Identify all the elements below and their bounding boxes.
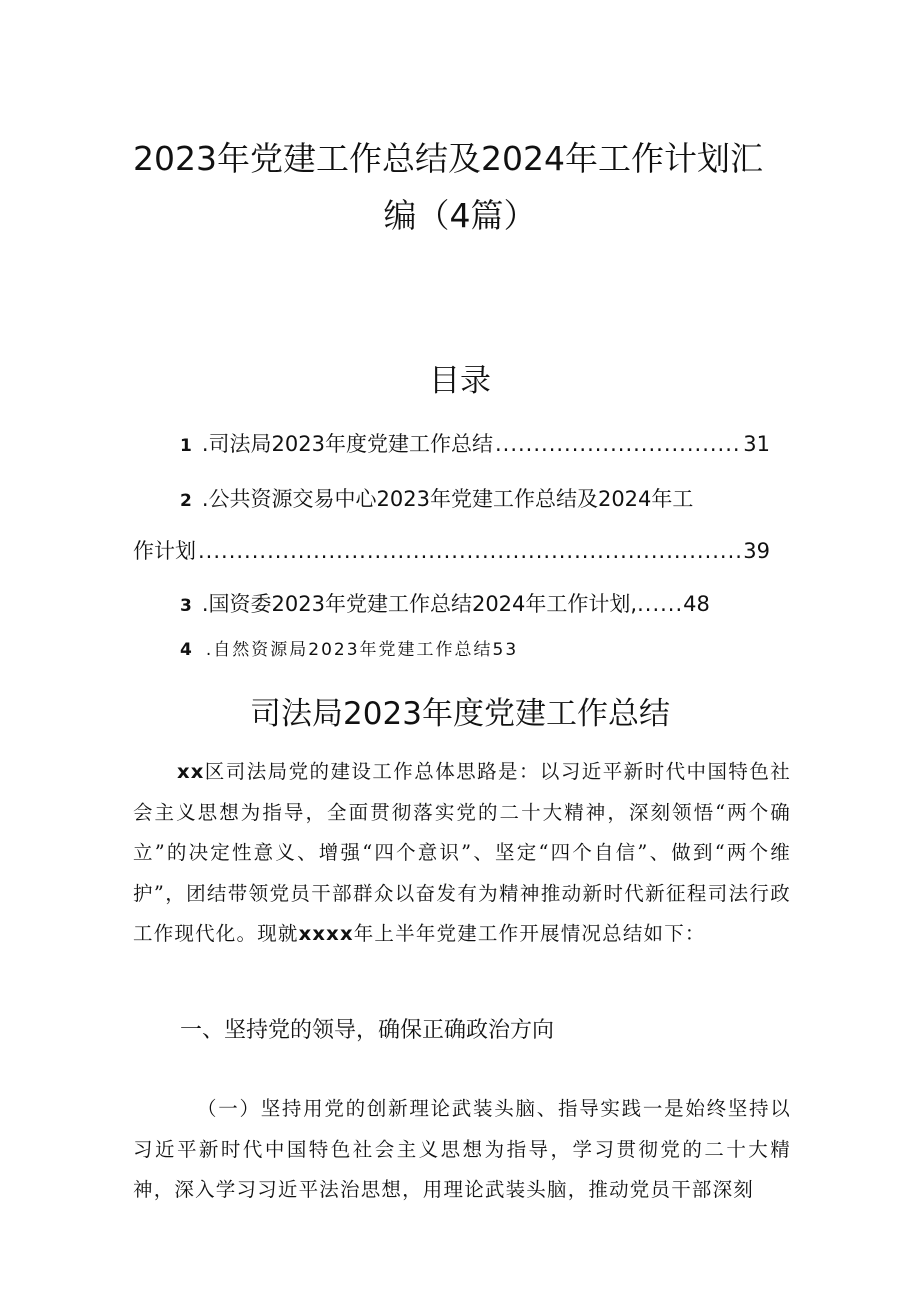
toc-item-page: 31 <box>743 432 770 456</box>
intro-paragraph <box>133 752 791 955</box>
toc-leader-dots <box>495 432 741 456</box>
toc-item-text-continued: 作计划 <box>133 539 196 563</box>
intro-text-a: 区司法局党的建设工作总体思路是：以习近平新时代中国特色社会主义思想为指导，全面贯彻落实党的二十大精神，深刻领悟“两个确立”的决定性意义、增强“四个意识”、坚定“四个自信”、做到“两个维护”，团结带领党员干部群众以奋发有为精神推动新时代新征程司法行政工作现代化。现就 <box>133 760 791 945</box>
section-title: 司法局2023年度党建工作总结 <box>250 696 670 732</box>
body-paragraph-1: （一）坚持用党的创新理论武装头脑、指导实践一是始终坚持以习近平新时代中国特色社会主义思想为指导，学习贯彻党的二十大精神，深入学习习近平法治思想，用理论武装头脑，推动党员干部深刻 <box>133 1097 791 1201</box>
toc-item-text: .公共资源交易中心2023年党建工作总结及2024年工 <box>201 487 694 511</box>
toc-item-1[interactable] <box>180 428 770 458</box>
toc-leader-dots <box>198 539 741 563</box>
toc-item-4[interactable] <box>180 635 780 660</box>
section-heading-1: 一、坚持党的领导，确保正确政治方向 <box>180 1018 555 1043</box>
document-title-line-1: 2023年党建工作总结及2024年工作计划汇 <box>133 139 763 178</box>
toc-item-page: 39 <box>743 539 770 563</box>
toc-item-2[interactable] <box>180 483 780 513</box>
toc-leader-dots: ...... <box>637 592 684 616</box>
toc-item-text: .自然资源局2023年党建工作总结53 <box>205 640 519 660</box>
toc-item-number: 3 <box>180 596 192 616</box>
toc-item-number: 4 <box>180 640 194 660</box>
toc-item-2-continued[interactable] <box>133 535 770 565</box>
intro-prefix: xx <box>177 760 205 783</box>
toc-item-number: 1 <box>180 436 192 456</box>
toc-item-text: .司法局2023年度党建工作总结 <box>201 432 493 456</box>
intro-year: xxxx <box>298 922 354 945</box>
toc-item-3[interactable] <box>180 588 780 618</box>
document-title-line-2: 编（4篇） <box>383 196 537 235</box>
toc-item-number: 2 <box>180 491 192 511</box>
toc-heading: 目录 <box>429 363 491 399</box>
toc-item-page: 48 <box>683 592 710 616</box>
toc-item-text: .国资委2023年党建工作总结2024年工作计划, <box>201 592 638 616</box>
intro-text-b: 年上半年党建工作开展情况总结如下： <box>353 922 706 945</box>
